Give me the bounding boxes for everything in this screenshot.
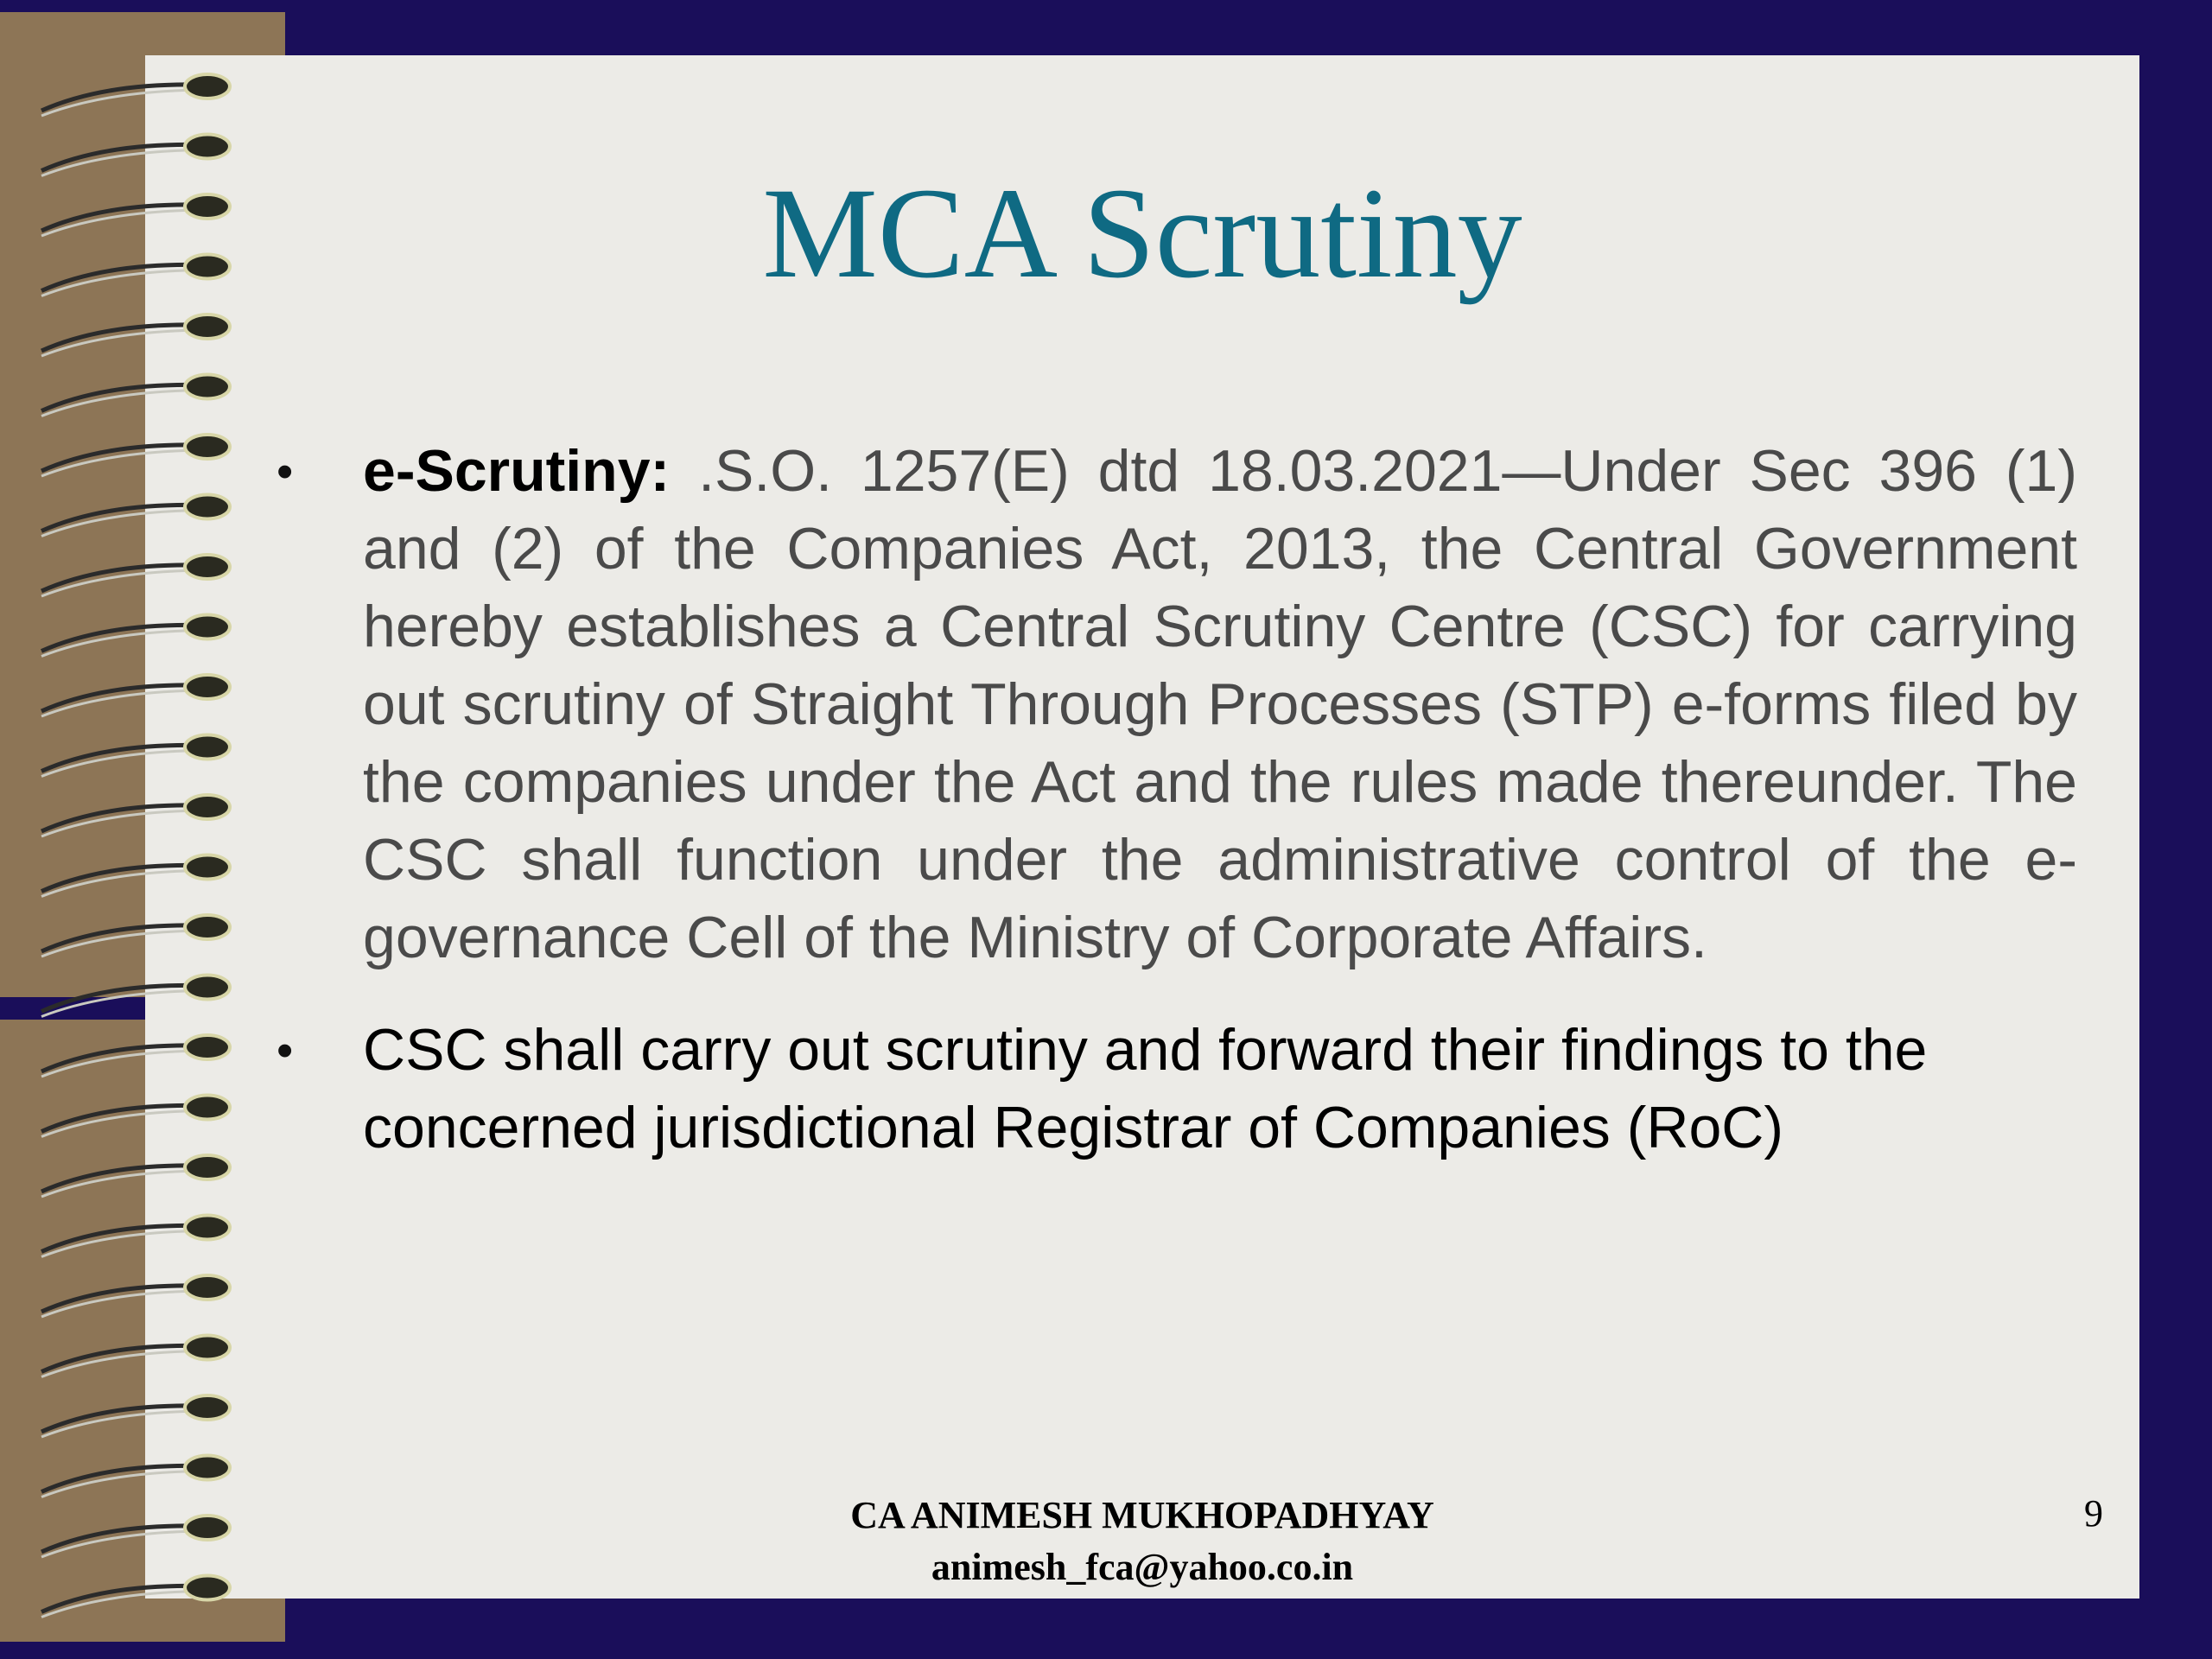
bullet-dot: •: [276, 444, 294, 498]
binding-ring: [41, 1395, 230, 1437]
binding-ring: [41, 855, 230, 897]
binding-ring: [41, 795, 230, 836]
binding-ring: [41, 735, 230, 777]
binding-ring: [41, 315, 230, 356]
binding-ring: [41, 615, 230, 657]
binding-ring: [41, 495, 230, 537]
binding-ring: [41, 1336, 230, 1377]
binding-ring: [41, 1155, 230, 1197]
binding-ring: [41, 1035, 230, 1077]
bullet-dot: •: [276, 1023, 294, 1077]
binding-ring: [41, 675, 230, 716]
binding-ring: [41, 1216, 230, 1257]
footer-author: CA ANIMESH MUKHOPADHYAY: [850, 1494, 1434, 1536]
slide-title: MCA Scrutiny: [762, 162, 1522, 305]
binding-ring: [41, 375, 230, 416]
binding-ring: [41, 915, 230, 957]
page-number: 9: [2084, 1492, 2103, 1535]
binding-ring: [41, 1096, 230, 1137]
binding-ring: [41, 1275, 230, 1317]
bullet-text: CSC shall carry out scrutiny and forward their findings to the concerned jurisdictional Registrar of Companies (RoC): [363, 1017, 1928, 1160]
bullet-lead: e-Scrutiny:: [363, 438, 671, 504]
footer-email: animesh_fca@yahoo.co.in: [931, 1546, 1354, 1588]
slide-footer: [145, 1490, 2212, 1593]
bullet-text: [363, 432, 2077, 976]
binding-ring: [41, 435, 230, 476]
bullet-body: .S.O. 1257(E) dtd 18.03.2021—Under Sec 396 (1) and (2) of the Companies Act, 2013, the Central Government hereby establishes a Central Scrutiny Centre (CSC) for carrying out scrutiny of Straight Through Processes (STP) e-forms filed by the companies under the Act and the rules made thereunder. The CSC shall function under the administrative control of the e-governance Cell of the Ministry of Corporate Affairs.: [363, 438, 2077, 970]
binding-ring: [41, 976, 230, 1017]
binding-ring: [41, 74, 230, 116]
bullet-list: [268, 432, 2077, 1166]
bullet-item-csc: [268, 1011, 2077, 1166]
bullet-item-e-scrutiny: [268, 432, 2077, 976]
binding-ring: [41, 555, 230, 596]
